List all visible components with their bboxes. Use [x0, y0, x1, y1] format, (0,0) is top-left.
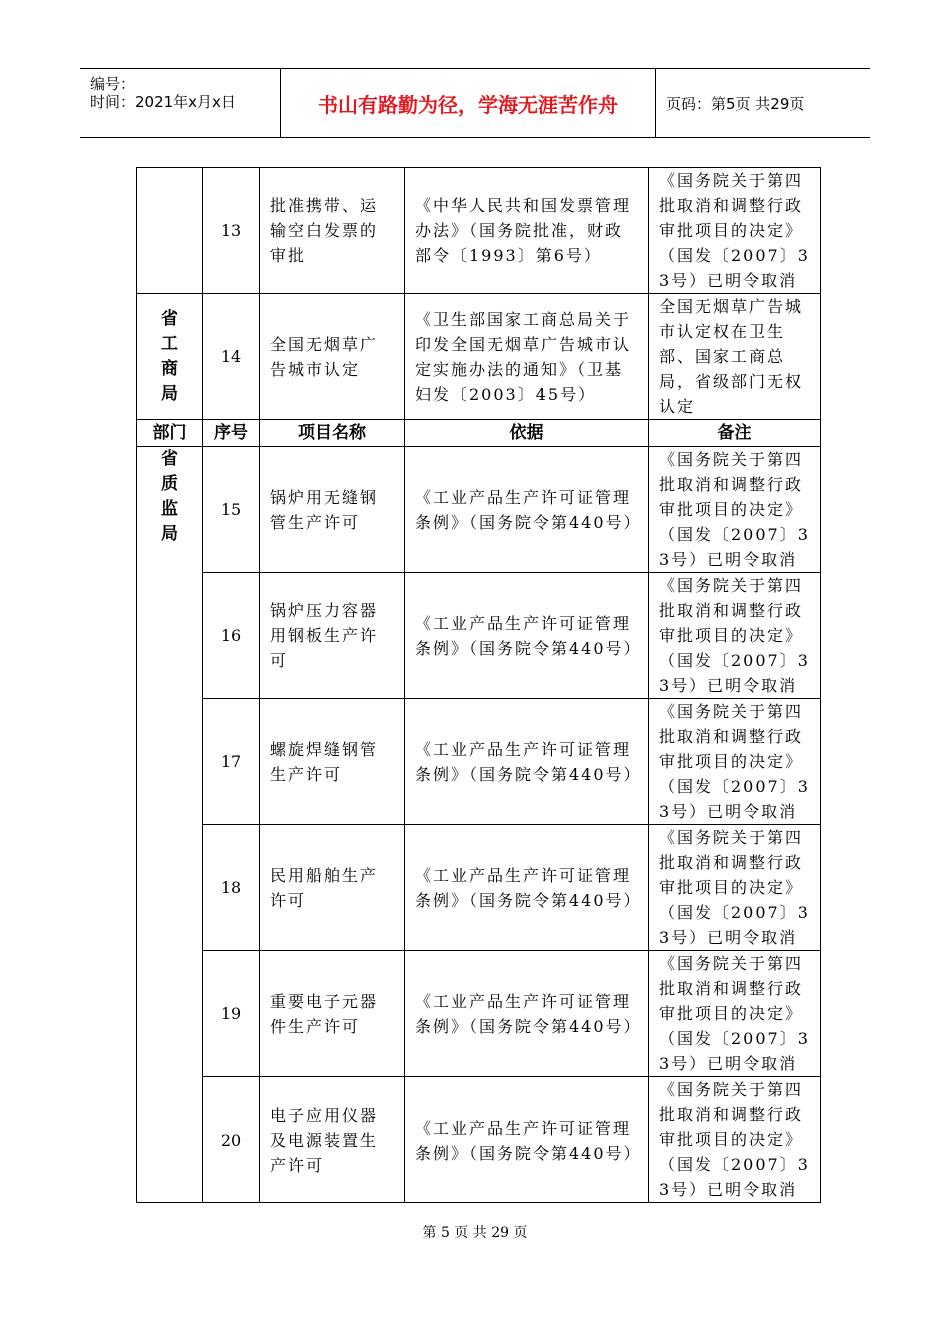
table-row — [137, 951, 821, 1077]
row-number: 15 — [203, 447, 260, 573]
dept-label: 省工商局 — [161, 308, 180, 404]
item-note: 《国务院关于第四批取消和调整行政审批项目的决定》（国发〔2007〕33号）已明令取消 — [649, 951, 821, 1077]
approval-items-table — [136, 167, 821, 1203]
item-note: 《国务院关于第四批取消和调整行政审批项目的决定》（国发〔2007〕33号）已明令取消 — [649, 1077, 821, 1203]
col-header-basis: 依据 — [405, 420, 649, 447]
item-name: 全国无烟草广告城市认定 — [260, 294, 405, 420]
page-footer: 第 5 页 共 29 页 — [422, 1225, 528, 1241]
item-note: 《国务院关于第四批取消和调整行政审批项目的决定》（国发〔2007〕33号）已明令取消 — [649, 168, 821, 294]
doc-code-label: 编号： — [90, 75, 136, 93]
item-basis: 《工业产品生产许可证管理条例》（国务院令第440号） — [405, 825, 649, 951]
item-name: 电子应用仪器及电源装置生产许可 — [260, 1077, 405, 1203]
item-name: 民用船舶生产许可 — [260, 825, 405, 951]
item-basis: 《工业产品生产许可证管理条例》（国务院令第440号） — [405, 1077, 649, 1203]
item-basis: 《工业产品生产许可证管理条例》（国务院令第440号） — [405, 699, 649, 825]
item-note: 全国无烟草广告城市认定权在卫生部、国家工商总局，省级部门无权认定 — [649, 294, 821, 420]
table-header-row — [137, 420, 821, 447]
header-page-label: 页码：第5页 共29页 — [666, 94, 805, 113]
item-note: 《国务院关于第四批取消和调整行政审批项目的决定》（国发〔2007〕33号）已明令取消 — [649, 699, 821, 825]
table-row — [137, 1077, 821, 1203]
item-note: 《国务院关于第四批取消和调整行政审批项目的决定》（国发〔2007〕33号）已明令取消 — [649, 573, 821, 699]
table-row — [137, 825, 821, 951]
page-header — [80, 68, 870, 138]
item-basis: 《工业产品生产许可证管理条例》（国务院令第440号） — [405, 951, 649, 1077]
item-name: 锅炉用无缝钢管生产许可 — [260, 447, 405, 573]
row-number: 14 — [203, 294, 260, 420]
col-header-no: 序号 — [203, 420, 260, 447]
dept-label: 省质监局 — [161, 449, 180, 544]
row-number: 16 — [203, 573, 260, 699]
row-number: 19 — [203, 951, 260, 1077]
col-header-note: 备注 — [649, 420, 821, 447]
table-row — [137, 294, 821, 420]
item-name: 重要电子元器件生产许可 — [260, 951, 405, 1077]
header-motto: 书山有路勤为径，学海无涯苦作舟 — [281, 69, 656, 137]
table-row — [137, 573, 821, 699]
doc-time-label: 时间：2021年x月x日 — [90, 93, 236, 111]
dept-zhijian — [137, 447, 203, 1203]
item-basis: 《工业产品生产许可证管理条例》（国务院令第440号） — [405, 447, 649, 573]
item-note: 《国务院关于第四批取消和调整行政审批项目的决定》（国发〔2007〕33号）已明令取消 — [649, 825, 821, 951]
item-note: 《国务院关于第四批取消和调整行政审批项目的决定》（国发〔2007〕33号）已明令取消 — [649, 447, 821, 573]
item-basis: 《中华人民共和国发票管理办法》（国务院批准，财政部令〔1993〕第6号） — [405, 168, 649, 294]
item-basis: 《卫生部国家工商总局关于印发全国无烟草广告城市认定实施办法的通知》（卫基妇发〔2003〕45号） — [405, 294, 649, 420]
table-row — [137, 699, 821, 825]
row-number: 13 — [203, 168, 260, 294]
row-number: 18 — [203, 825, 260, 951]
item-name: 锅炉压力容器用钢板生产许可 — [260, 573, 405, 699]
table-row — [137, 168, 821, 294]
col-header-dept: 部门 — [137, 420, 203, 447]
header-meta — [80, 69, 281, 137]
row-number: 20 — [203, 1077, 260, 1203]
dept-gongshang — [137, 294, 203, 420]
col-header-name: 项目名称 — [260, 420, 405, 447]
item-basis: 《工业产品生产许可证管理条例》（国务院令第440号） — [405, 573, 649, 699]
item-name: 螺旋焊缝钢管生产许可 — [260, 699, 405, 825]
dept-cell-empty — [137, 168, 203, 294]
row-number: 17 — [203, 699, 260, 825]
table-row — [137, 447, 821, 573]
item-name: 批准携带、运输空白发票的审批 — [260, 168, 405, 294]
